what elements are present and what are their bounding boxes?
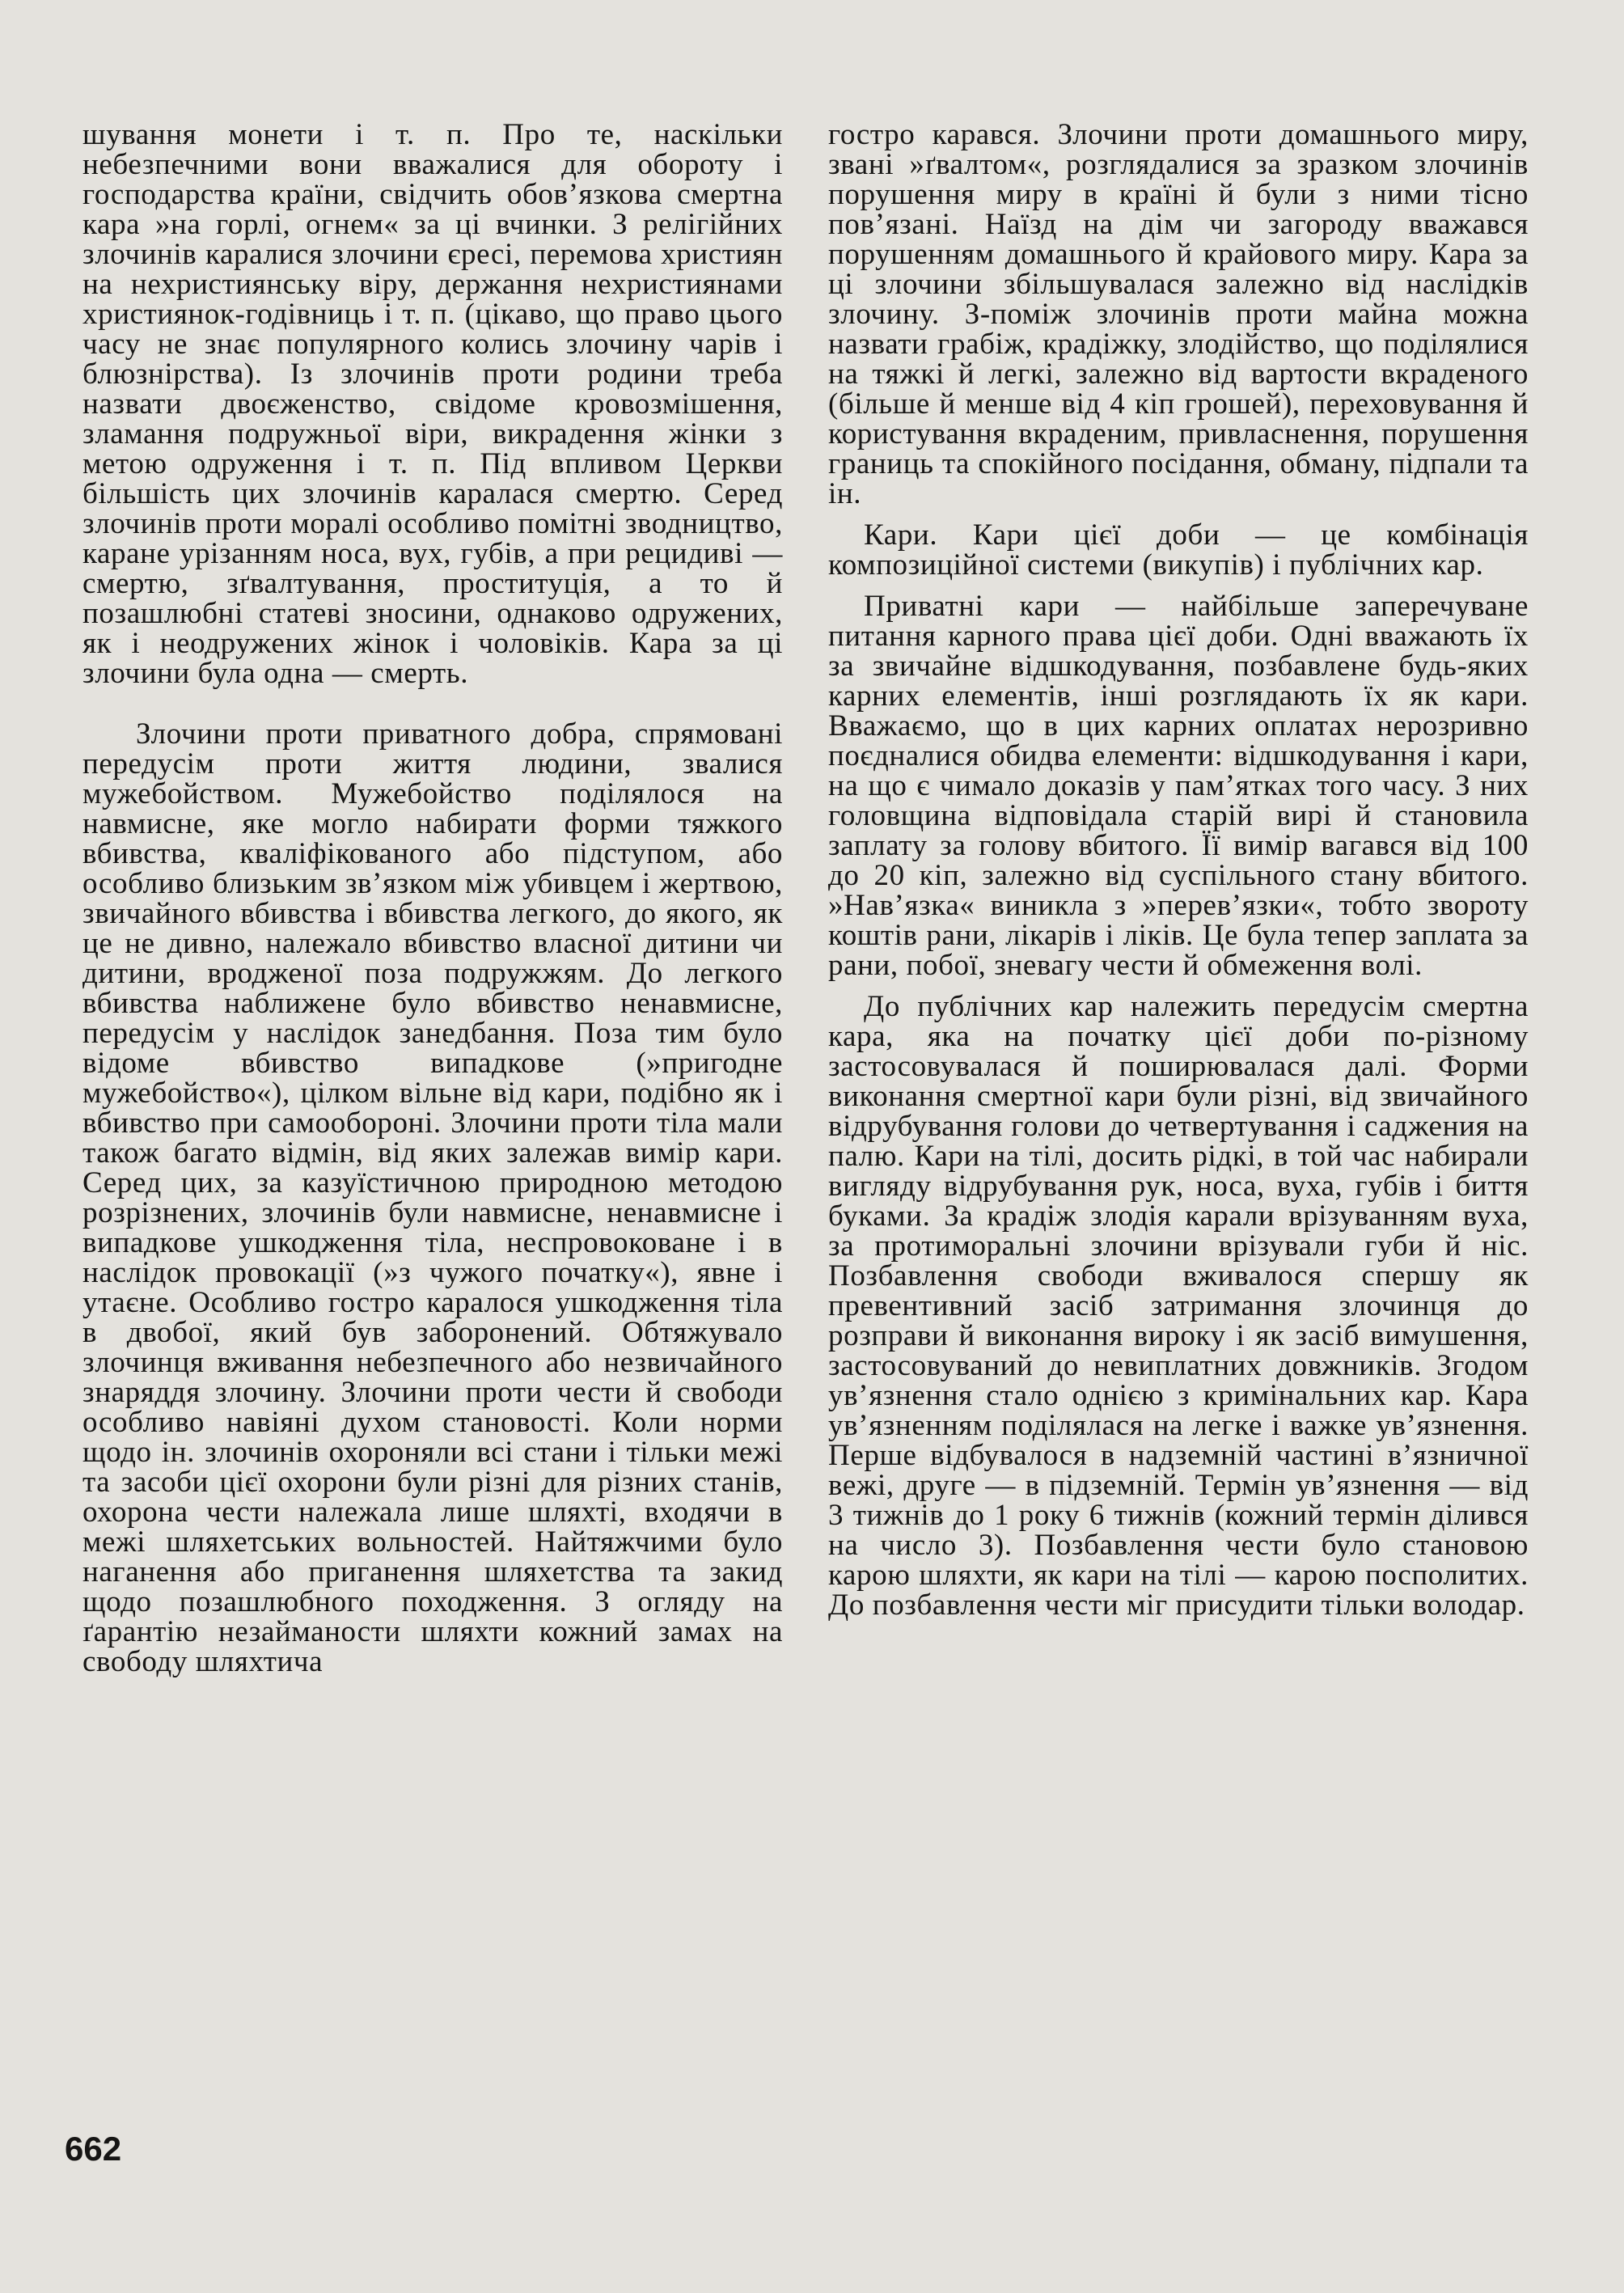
left-column — [82, 120, 783, 1677]
paragraph: шування монети і т. п. Про те, наскільки небезпечними вони вважалися для обороту і господарства країни, свідчить обов’язкова смертна кара »на горлі, огнем« за ці вчинки. З релігійних злочинів каралися злочини єресі, перемова християн на нехристиянську віру, держання нехристиянами християнок-годівниць і т. п. (цікаво, що право цього часу не знає популярного колись злочину чарів і блюзнірства). Із злочинів проти родини треба назвати двоєженство, свідоме кровозмішення, зламання подружньої віри, викрадення жінки з метою одруження і т. п. Під впливом Церкви більшість цих злочинів каралася смертю. Серед злочинів проти моралі особливо помітні зводництво, каране урізанням носа, вух, губів, а при рецидиві — смертю, зґвалтування, проституція, а то й позашлюбні статеві зносини, однаково одружених, як і неодружених жінок і чоловіків. Кара за ці злочини була одна — смерть. — [82, 118, 783, 690]
paragraph: Приватні кари — найбільше заперечуване питання карного права цієї доби. Одні вважають їх за звичайне відшкодування, позбавлене будь-яких карних елементів, інші розглядають їх як кари. Вважаємо, що в цих карних оплатах нерозривно поєдналися обидва елементи: відшкодування і кари, на що є чимало доказів у пам’ятках того часу. З них головщина відповідала старій вирі й становила заплату за голову вбитого. Її вимір вагався від 100 до 20 кіп, залежно від суспільного стану вбитого. »Нав’язка« виникла з »перев’язки«, тобто звороту коштів рани, лікарів і ліків. Це була тепер заплата за рани, побої, зневагу чести й обмеження волі. — [828, 590, 1529, 982]
paragraph: Злочини проти приватного добра, спрямовані передусім проти життя людини, звалися мужебойством. Мужебойство поділялося на навмисне, яке могло набирати форми тяжкого вбивства, кваліфікованого або підступом, або особливо близьким зв’язком між убивцем і жертвою, звичайного вбивства і вбивства легкого, до якого, як це не дивно, належало вбивство власної дитини чи дитини, вродженої поза подружжям. До легкого вбивства наближене було вбивство ненавмисне, передусім у наслідок занедбання. Поза тим було відоме вбивство випадкове (»пригодне мужебойство«), цілком вільне від кари, подібно як і вбивство при самообороні. Злочини проти тіла мали також багато відмін, від яких залежав вимір кари. Серед цих, за казуїстичною природною методою розрізнених, злочинів були навмисне, ненавмисне і випадкове ушкодження тіла, неспровоковане і в наслідок провокації (»з чужого початку«), явне і утаєне. Особливо гостро каралося ушкодження тіла в двобої, який був заборонений. Обтяжувало злочинця вживання небезпечного або незвичайного знаряддя злочину. Злочини проти чести й свободи особливо навіяні духом становості. Коли норми щодо ін. злочинів охороняли всі стани і тільки межі та засоби цієї охорони були різні для різних станів, охорона чести належала лише шляхті, входячи в межі шляхетських вольностей. Найтяжчими було наганення або приганення шляхетства та закид щодо позашлюбного походження. З огляду на ґарантію незайманости шляхти кожний замах на свободу шляхтича — [82, 717, 783, 1678]
page-number: 662 — [65, 2130, 122, 2168]
paragraph: Кари. Кари цієї доби — це комбінація композиційної системи (викупів) і публічних кар. — [828, 518, 1529, 582]
paragraph: До публічних кар належить передусім смертна кара, яка на початку цієї доби по-різному застосовувалася й поширювалася далі. Форми виконання смертної кари були різні, від звичайного відрубування голови до четвертування і саджения на палю. Кари на тілі, досить рідкі, в той час набирали вигляду відрубування рук, носа, вуха, губів і биття буками. За крадіж злодія карали врізуванням вуха, за протиморальні злочини врізували губи й ніс. Позбавлення свободи вживалося спершу як превентивний засіб затримання злочинця до розправи й виконання вироку і як засіб вимушення, застосовуваний до невиплатних довжників. Згодом ув’язнення стало однією з кримінальних кар. Кара ув’язненням поділялася на легке і важке ув’язнення. Перше відбувалося в надземній частині в’язничної вежі, друге — в підземній. Термін ув’язнення — від 3 тижнів до 1 року 6 тижнів (кожний термін ділився на число 3). Позбавлення чести було становою карою шляхти, як кари на тілі — карою посполитих. До позбавлення чести міг присудити тільки володар. — [828, 990, 1529, 1622]
right-column — [828, 120, 1529, 1620]
paragraph: гостро карався. Злочини проти домашнього миру, звані »ґвалтом«, розглядалися за зразком злочинів порушення миру в країні й були з ними тісно пов’язані. Наїзд на дім чи загороду вважався порушенням домашнього й крайового миру. Кара за ці злочини збільшувалася залежно від наслідків злочину. З-поміж злочинів проти майна можна назвати грабіж, крадіжку, злодійство, що поділялися на тяжкі й легкі, залежно від вартости вкраденого (більше й менше від 4 кіп грошей), переховування й користування вкраденим, привласнення, порушення границь та спокійного посідання, обману, підпали та ін. — [828, 118, 1529, 510]
